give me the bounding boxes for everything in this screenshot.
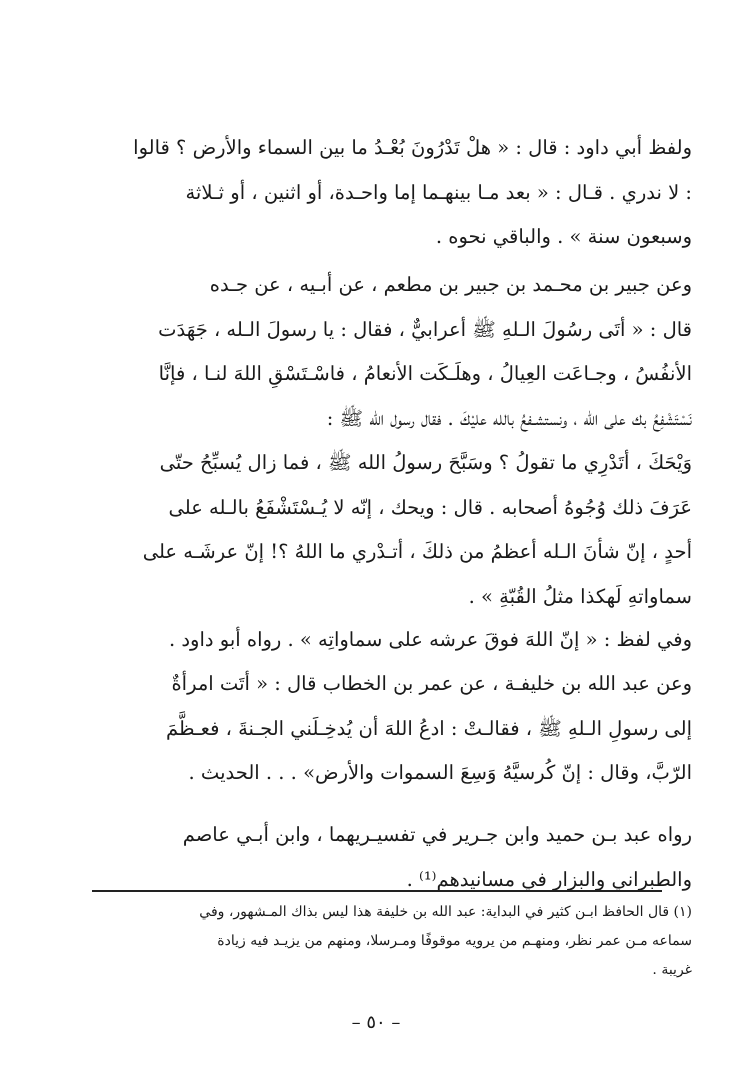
paragraph-narrators — [92, 813, 692, 902]
text-line: وعن جبير بن محـمد بن جبير بن مطعم ، عن أبـيه ، عن جـده — [209, 273, 692, 296]
footnote-divider — [92, 890, 662, 892]
text-line: عَرَفَ ذلك وُجُوهُ أصحابه . قال : ويحك ، إنّه لا يُـسْتَشْفَعُ بالـله على — [168, 495, 692, 519]
text-line: وفي لفظ : « إنّ اللهَ فوقَ عرشه على سماواتِه » . رواه أبو داود . — [168, 628, 692, 651]
paragraph-umar-hadith — [92, 662, 692, 796]
footnote-line: (١) قال الحافظ ابـن كثير في البداية: عبد الله بن خليفة هذا ليس بذاك المـشهور، وفي — [199, 904, 692, 920]
text-line: إلى رسولِ الـلهِ ﷺ ، فقالـتْ : ادعُ اللهَ أن يُدخِـلَني الجـنةَ ، فعـظَّمَ — [166, 716, 692, 740]
text-line: قال : « أتَى رسُولَ الـلهِ ﷺ أعرابيٌّ ، فقال : يا رسولَ الـله ، جَهَدَت — [158, 317, 692, 341]
footnote-line: غريبة . — [652, 962, 692, 978]
text-line: الأنفُسُ ، وجـاعَت العِيالُ ، وهلَـكَت الأنعامُ ، فاسْـتَسْقِ اللهَ لنـا ، فإنَّا — [158, 362, 692, 385]
text-line: نَسْتَشْفِعُ بك على الله ، ونستشـفعُ بالله عليْكَ . فقال رسول الله ﷺ : — [326, 406, 692, 430]
text-line: سماواتهِ لَهكذا مثلُ القُبّةِ » . — [468, 584, 692, 608]
page-number: – ٥٠ – — [351, 1012, 401, 1033]
text-line: : لا ندري . قـال : « بعد مـا بينهـما إما واحـدة، أو اثنين ، أو ثـلاثة — [185, 180, 692, 204]
text-line: والطبراني والبزار في مسانيدهم⁽¹⁾ . — [406, 867, 692, 891]
text-line: رواه عبد بـن حميد وابن جـرير في تفسيـريهما ، وابن أبـي عاصم — [182, 823, 692, 846]
text-line: أحدٍ ، إنّ شأنَ الـله أعظمُ من ذلكَ ، أتـدْري ما اللهُ ؟! إنّ عرشَـه على — [142, 540, 692, 563]
paragraph-other-wording — [92, 618, 692, 663]
text-line: وَيْحَكَ ، أتَدْرِي ما تقولُ ؟ وسَبَّحَ رسولُ الله ﷺ ، فما زال يُسبِّحُ حتّى — [159, 451, 692, 474]
footnote-line: سماعه مـن عمر نظر، ومنهـم من يرويه موقوفًا ومـرسلا، ومنهم من يزيـد فيه زيادة — [217, 933, 692, 949]
text-line: الرّبَّ، وقال : إنّ كُرسيَّهُ وَسِعَ السموات والأرض» . . . الحديث . — [188, 761, 692, 784]
text-line: ولفظ أبي داود : قال : « هلْ تَدْرُونَ بُعْـدُ ما بين السماء والأرض ؟ قالوا — [133, 136, 692, 159]
paragraph-abu-dawud-wording — [92, 126, 692, 260]
text-line: وسبعون سنة » . والباقي نحوه . — [435, 225, 692, 248]
paragraph-jubayr-hadith — [92, 263, 692, 619]
text-line: وعن عبد الله بن خليفـة ، عن عمر بن الخطاب قال : « أتَت امرأةٌ — [171, 672, 692, 695]
footnote — [92, 898, 692, 985]
